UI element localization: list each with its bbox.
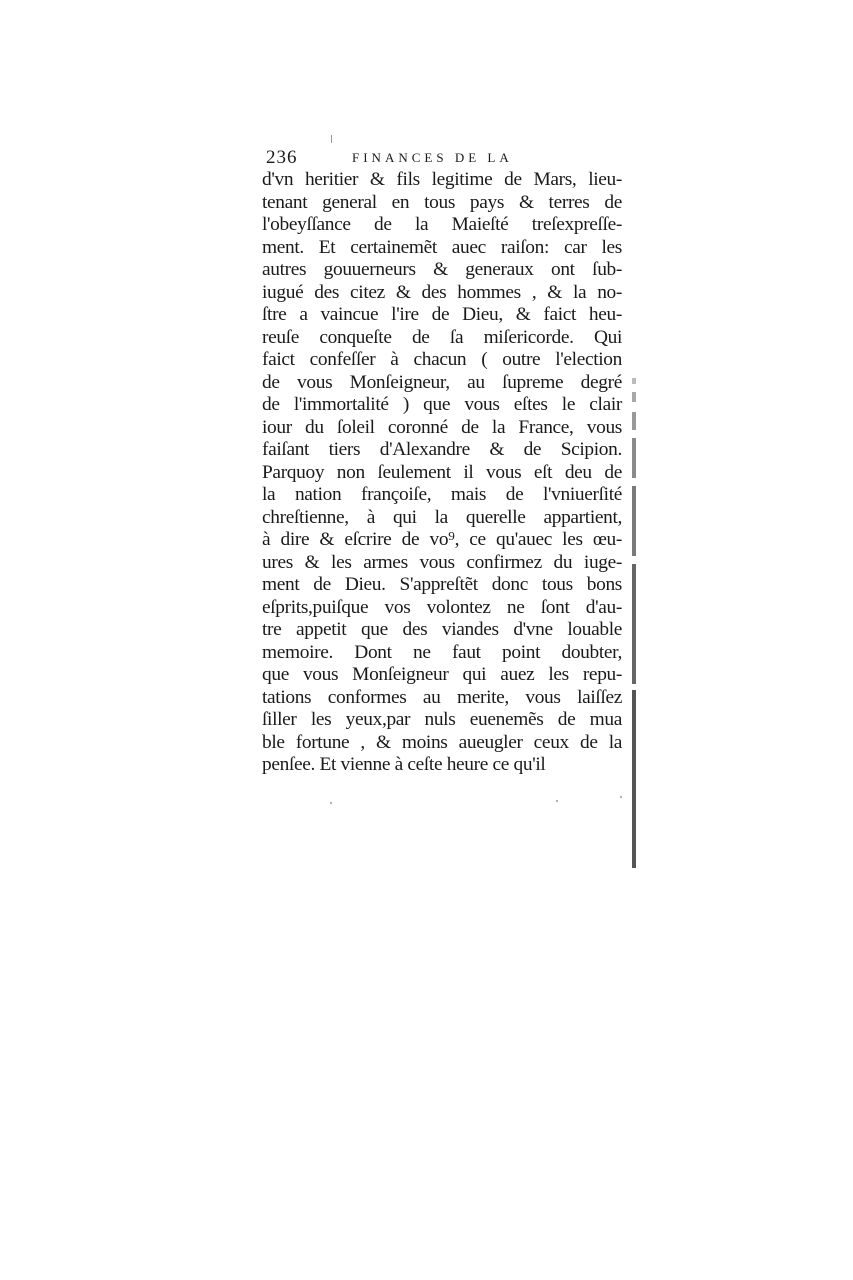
text-line: ſiller les yeux,par nuls euenemẽs de mua [262,709,622,730]
running-title: FINANCES DE LA [352,150,513,165]
text-line: memoire. Dont ne faut point doubter, [262,641,622,663]
text-line: à dire & eſcrire de vo⁹, ce qu'auec les œu- [262,529,622,550]
text-line: que vous Monſeigneur qui auez les repu- [262,664,622,685]
text-line: d'vn heritier & fils legitime de Mars, lieu- [262,169,622,190]
page-edge-shadow [629,378,639,868]
text-line: ſtre a vaincue l'ire de Dieu, & faict heu- [262,304,622,325]
text-line: de vous Monſeigneur, au ſupreme degré [262,371,622,393]
text-line: la nation françoiſe, mais de l'vniuerſité [262,484,622,505]
text-line: faiſant tiers d'Alexandre & de Scipion. [262,439,622,460]
running-head [266,146,616,170]
text-line: de l'immortalité ) que vous eſtes le clair [262,394,622,415]
text-line: eſprits,puiſque vos volontez ne ſont d'au- [262,596,622,618]
text-line: ment. Et certainemẽt auec raiſon: car les [262,236,622,258]
page-speck [556,800,558,802]
page-speck [620,796,622,798]
text-block [262,169,622,777]
text-line: tations conformes au merite, vous laiſſez [262,686,622,708]
text-line: ble fortune , & moins aueugler ceux de la [262,731,622,753]
text-line: chreſtienne, à qui la querelle appartient, [262,506,622,528]
text-line: penſee. Et vienne à ceſte heure ce qu'il [262,754,546,775]
text-line: faict confeſſer à chacun ( outre l'election [262,349,622,370]
text-line: tre appetit que des viandes d'vne louable [262,619,622,640]
page-speck [330,802,332,804]
text-line: ment de Dieu. S'appreſtẽt donc tous bons [262,574,622,595]
text-line: tenant general en tous pays & terres de [262,191,622,213]
gutter-mark [331,135,332,143]
text-line: ures & les armes vous confirmez du iuge- [262,551,622,573]
text-line: Parquoy non ſeulement il vous eſt deu de [262,461,622,483]
text-line: iugué des citez & des hommes , & la no- [262,281,622,303]
text-line: l'obeyſſance de la Maieſté treſexpreſſe- [262,214,622,235]
page-number: 236 [266,147,298,168]
text-line: reuſe conqueſte de ſa miſericorde. Qui [262,326,622,348]
text-line: iour du ſoleil coronné de la France, vous [262,416,622,438]
text-line: autres gouuerneurs & generaux ont ſub- [262,259,622,280]
